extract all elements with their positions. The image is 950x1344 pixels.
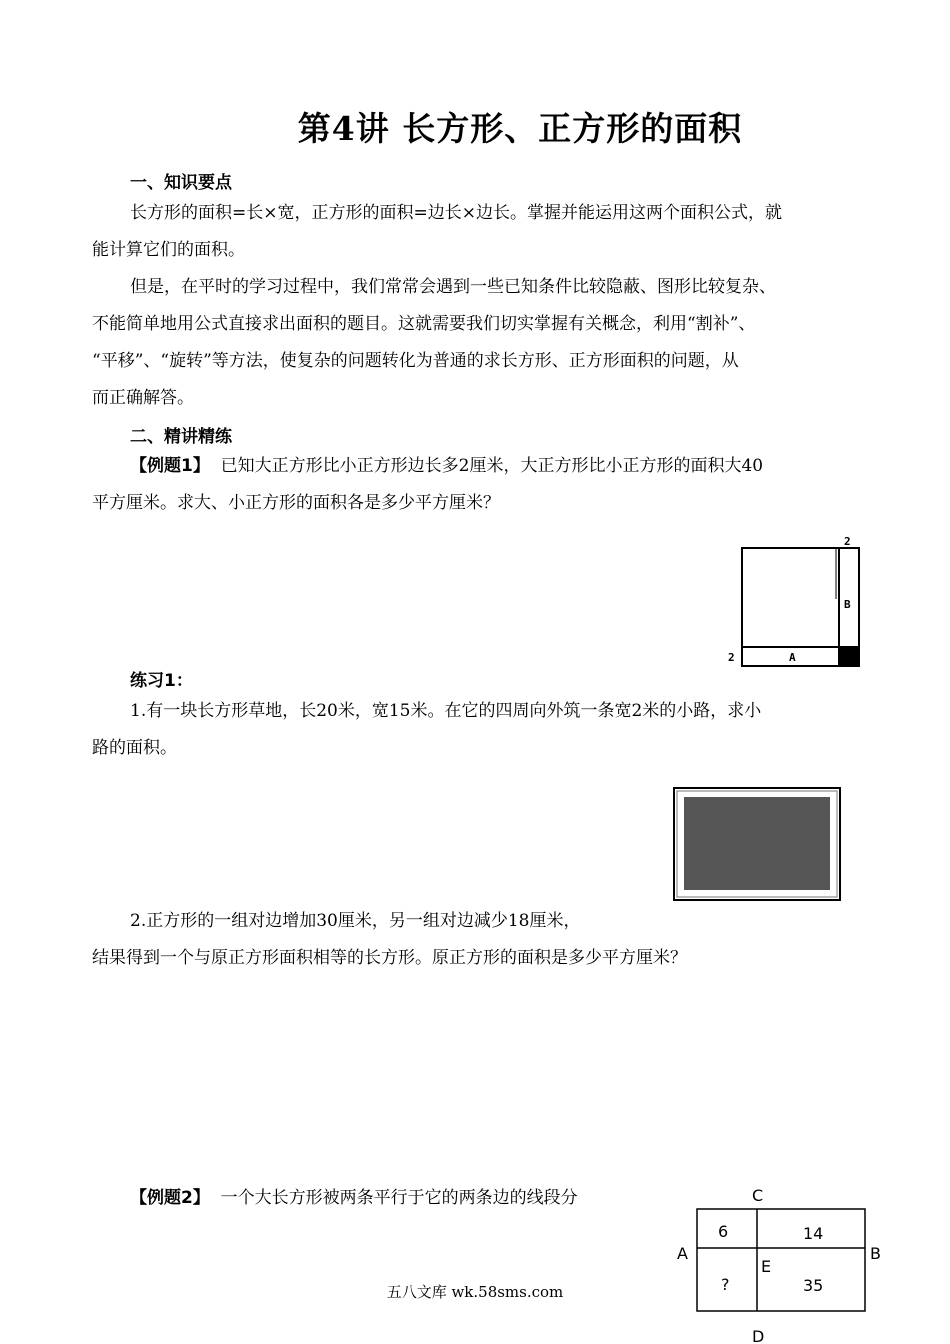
question-line: 路的面积。	[92, 738, 177, 758]
label-right: B	[844, 598, 851, 611]
practice-question-1	[92, 693, 862, 767]
cell-top-right: 14	[803, 1224, 824, 1243]
section-heading-practice: 二、精讲精练	[130, 427, 232, 447]
example-1	[92, 448, 862, 522]
page-title: 第4讲 长方形、正方形的面积	[297, 109, 743, 148]
paragraph-line: 不能简单地用公式直接求出面积的题目。这就需要我们切实掌握有关概念，利用“割补”、	[92, 314, 756, 334]
example-2	[92, 1180, 652, 1217]
paragraph-methods	[92, 269, 862, 417]
label-A: A	[677, 1244, 688, 1263]
figure-lawn-path	[672, 786, 844, 904]
label-D: D	[752, 1327, 765, 1344]
paragraph-line: 但是，在平时的学习过程中，我们常常会遇到一些已知条件比较隐蔽、图形比较复杂、	[130, 277, 776, 297]
cell-bottom-right: 35	[803, 1276, 824, 1295]
section-heading-knowledge: 一、知识要点	[130, 173, 232, 193]
paragraph-line: 长方形的面积=长×宽，正方形的面积=边长×边长。掌握并能运用这两个面积公式，就	[130, 203, 782, 223]
example-2-text: 一个大长方形被两条平行于它的两条边的线段分	[220, 1188, 578, 1208]
corner-square	[839, 647, 859, 666]
example-1-line: 平方厘米。求大、小正方形的面积各是多少平方厘米？	[92, 493, 500, 513]
cell-top-left: 6	[718, 1222, 729, 1241]
label-left: 2	[728, 651, 735, 664]
example-2-line	[92, 1180, 652, 1217]
example-1-label: 【例题1】	[130, 456, 210, 476]
cell-bottom-left: ?	[721, 1275, 730, 1294]
figure-squares	[725, 535, 865, 675]
footer-watermark: 五八文库 wk.58sms.com	[386, 1283, 564, 1301]
example-2-label: 【例题2】	[130, 1188, 210, 1208]
example-1-text: 已知大正方形比小正方形边长多2厘米，大正方形比小正方形的面积大40	[220, 456, 764, 476]
paragraph-formulas	[92, 195, 862, 269]
question-line: 2.正方形的一组对边增加30厘米，另一组对边减少18厘米，	[130, 911, 581, 931]
label-bottom: A	[789, 651, 796, 664]
paragraph-line: “平移”、“旋转”等方法，使复杂的问题转化为普通的求长方形、正方形面积的问题，从	[92, 351, 739, 371]
label-E: E	[761, 1257, 772, 1276]
label-B: B	[870, 1244, 881, 1263]
label-top: 2	[844, 535, 851, 548]
figure-divided-rectangle	[672, 1184, 892, 1344]
lawn-rectangle	[684, 797, 830, 890]
paragraph-line: 能计算它们的面积。	[92, 240, 245, 260]
question-line: 1.有一块长方形草地，长20米，宽15米。在它的四周向外筑一条宽2米的小路，求小	[130, 701, 762, 721]
example-1-line	[92, 448, 862, 485]
practice-heading: 练习1：	[130, 671, 193, 691]
question-line: 结果得到一个与原正方形面积相等的长方形。原正方形的面积是多少平方厘米？	[92, 948, 687, 968]
paragraph-line: 而正确解答。	[92, 388, 194, 408]
label-C: C	[752, 1186, 764, 1205]
practice-question-2	[92, 903, 862, 977]
